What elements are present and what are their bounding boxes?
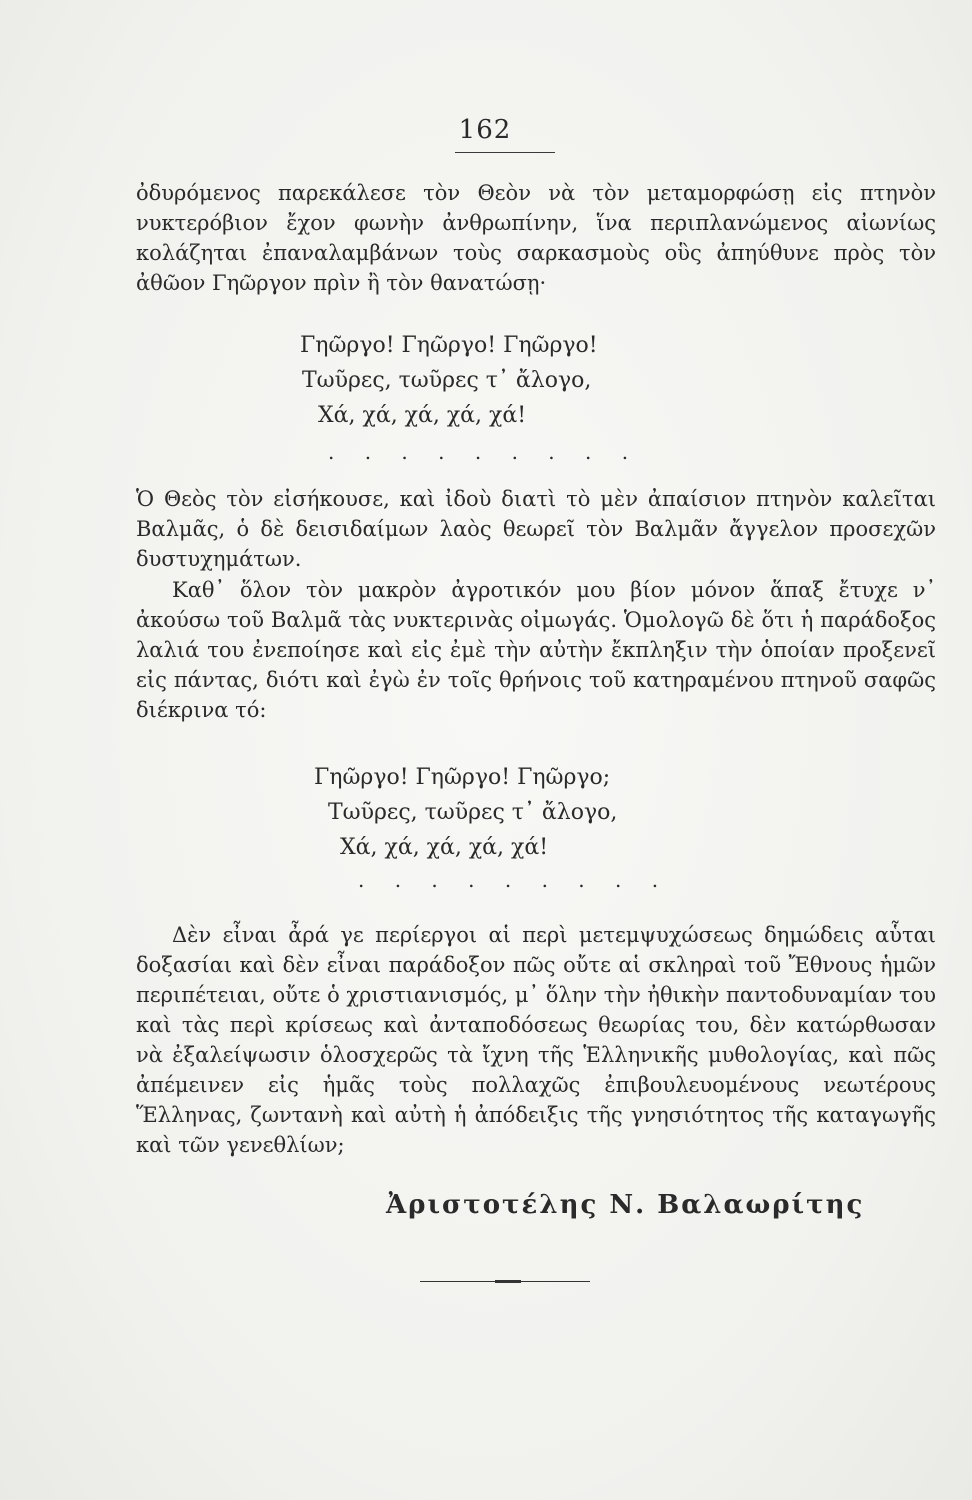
paragraph-1: ὀδυρόμενος παρεκάλεσε τὸν Θεὸν νὰ τὸν μεταμορφώσῃ εἰς πτηνὸν νυκτερόβιον ἔχον φωνὴν ἀνθρωπίνην, ἵνα περιπλανώμενος αἰωνίως κολάζηται ἐπαναλαμβάνων τοὺς σαρκασμοὺς οὓς ἀπηύθυνε πρὸς τὸν ἀθῶον Γηῶργον πρὶν ἢ τὸν θανατώσῃ·: [136, 181, 936, 295]
section-divider: [420, 1280, 590, 1284]
paragraph-4: Δὲν εἶναι ἆρά γε περίεργοι αἱ περὶ μετεμψυχώσεως δημώδεις αὗται δοξασίαι καὶ δὲν εἶναι παράδοξον πῶς οὔτε αἱ σκληραὶ τοῦ Ἔθνους ἡμῶν περιπέτειαι, οὔτε ὁ χριστιανισμός, μ᾽ ὅλην τὴν ἠθικὴν παντοδυναμίαν του καὶ τὰς περὶ κρίσεως καὶ ἀνταποδόσεως θεωρίας του, δὲν κατώρθωσαν νὰ ἐξαλείψωσιν ὁλοσχερῶς τὰ ἴχνη τῆς Ἑλληνικῆς μυθολογίας, καὶ πῶς ἀπέμεινεν εἰς ἡμᾶς τοὺς πολλαχῶς ἐπιβουλευομένους νεωτέρους Ἕλληνας, ζωντανὴ καὶ αὐτὴ ἡ ἀπόδειξις τῆς γνησιότητος τῆς καταγωγῆς καὶ τῶν γενεθλίων;: [136, 923, 936, 1157]
verse-1-line-3: Χά, χά, χά, χά, χά!: [318, 403, 527, 428]
verse-2-line-3: Χά, χά, χά, χά, χά!: [340, 835, 549, 860]
verse-2-line-1: Γηῶργο! Γηῶργο! Γηῶργο;: [314, 765, 611, 790]
page-number: 162: [458, 115, 512, 145]
author-signature: Ἀριστοτέλης Ν. Βαλαωρίτης: [386, 1190, 865, 1220]
verse-1-line-2: Τωῦρες, τωῦρες τ᾽ ἄλογο,: [302, 368, 592, 393]
divider-ornament: [495, 1280, 521, 1283]
paragraph-3: Καθ᾽ ὅλον τὸν μακρὸν ἀγροτικόν μου βίον μόνον ἅπαξ ἔτυχε ν᾽ ἀκούσω τοῦ Βαλμᾶ τὰς νυκτερινὰς οἰμωγάς. Ὁμολογῶ δὲ ὅτι ἡ παράδοξος λαλιά του ἐνεποίησε καὶ εἰς ἐμὲ τὴν αὐτὴν ἔκπληξιν τὴν ὁποίαν προξενεῖ εἰς πάντας, διότι καὶ ἐγὼ ἐν τοῖς θρήνοις τοῦ κατηραμένου πτηνοῦ σαφῶς διέκρινα τό:: [136, 578, 936, 722]
ellipsis-row-2: . . . . . . . . .: [358, 868, 671, 892]
page-number-rule: [455, 152, 555, 153]
verse-2-line-2: Τωῦρες, τωῦρες τ᾽ ἄλογο,: [328, 800, 618, 825]
paragraph-2: Ὁ Θεὸς τὸν εἰσήκουσε, καὶ ἰδοὺ διατὶ τὸ μὲν ἀπαίσιον πτηνὸν καλεῖται Βαλμᾶς, ὁ δὲ δεισιδαίμων λαὸς θεωρεῖ τὸν Βαλμᾶν ἄγγελον προσεχῶν δυστυχημάτων.: [136, 487, 936, 571]
verse-1-line-1: Γηῶργο! Γηῶργο! Γηῶργο!: [300, 333, 598, 358]
ellipsis-row-1: . . . . . . . . .: [328, 440, 641, 464]
